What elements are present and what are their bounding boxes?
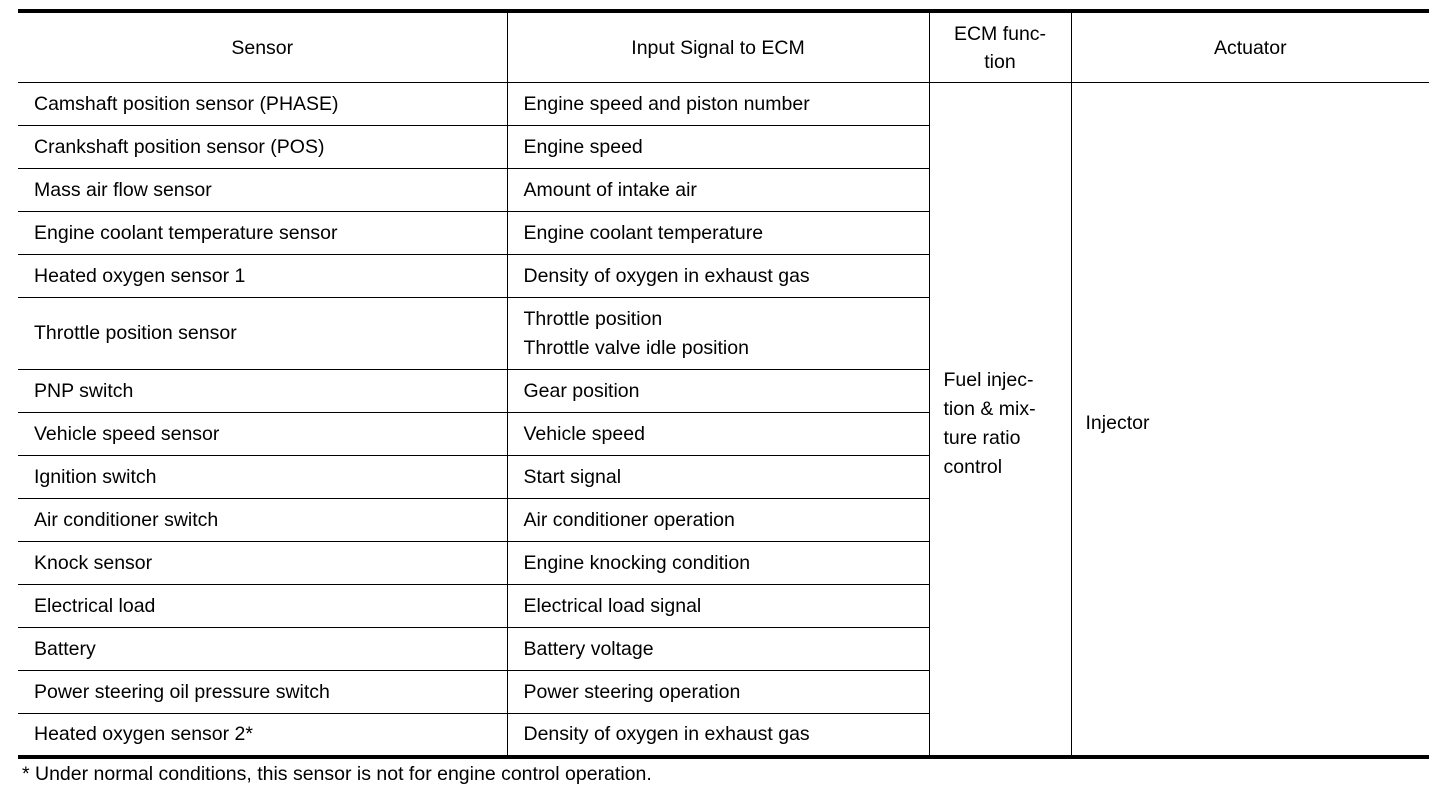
input-signal-line: Amount of intake air (523, 178, 697, 201)
sensor-cell: Electrical load (18, 585, 507, 628)
sensor-cell: Knock sensor (18, 542, 507, 585)
sensor-cell: Throttle position sensor (18, 298, 507, 370)
input-signal-cell (507, 370, 929, 413)
sensor-cell: Vehicle speed sensor (18, 413, 507, 456)
input-signal-cell (507, 456, 929, 499)
sensor-cell: Engine coolant temperature sensor (18, 212, 507, 255)
sensor-cell: PNP switch (18, 370, 507, 413)
footnote: * Under normal conditions, this sensor is not for engine control operation. (22, 763, 652, 785)
input-signal-cell (507, 255, 929, 298)
input-signal-line: Start signal (523, 465, 622, 488)
input-signal-line: Density of oxygen in exhaust gas (523, 722, 810, 745)
input-signal-line: Throttle position (523, 307, 663, 330)
table-header (18, 11, 1429, 83)
sensor-cell: Mass air flow sensor (18, 169, 507, 212)
input-signal-cell (507, 298, 929, 370)
ecm-function-line: ture ratio (943, 426, 1021, 449)
input-signal-cell (507, 671, 929, 714)
sensor-cell: Air conditioner switch (18, 499, 507, 542)
sensor-cell: Heated oxygen sensor 1 (18, 255, 507, 298)
actuator-cell: Injector (1071, 83, 1429, 757)
table-body (18, 83, 1429, 757)
header-ecm-function-line: tion (984, 50, 1016, 73)
input-signal-line: Throttle valve idle position (523, 336, 749, 359)
input-signal-line: Engine speed (523, 135, 643, 158)
input-signal-cell (507, 499, 929, 542)
input-signal-cell (507, 83, 929, 126)
header-actuator: Actuator (1071, 11, 1429, 83)
header-ecm-function (929, 11, 1071, 83)
sensor-cell: Power steering oil pressure switch (18, 671, 507, 714)
input-signal-line: Engine speed and piston number (523, 92, 810, 115)
input-signal-cell (507, 542, 929, 585)
input-signal-line: Density of oxygen in exhaust gas (523, 264, 810, 287)
header-ecm-function-line: ECM func- (953, 22, 1047, 45)
header-input-signal: Input Signal to ECM (507, 11, 929, 83)
input-signal-line: Electrical load signal (523, 594, 702, 617)
input-signal-line: Air conditioner operation (523, 508, 735, 531)
input-signal-line: Battery voltage (523, 637, 654, 660)
input-signal-line: Vehicle speed (523, 422, 645, 445)
input-signal-cell (507, 212, 929, 255)
input-signal-line: Engine coolant temperature (523, 221, 764, 244)
input-signal-cell (507, 413, 929, 456)
ecm-function-cell (929, 83, 1071, 757)
input-signal-cell (507, 714, 929, 757)
input-signal-cell (507, 628, 929, 671)
sensor-cell: Heated oxygen sensor 2* (18, 714, 507, 757)
header-sensor: Sensor (18, 11, 507, 83)
sensor-cell: Battery (18, 628, 507, 671)
input-signal-cell (507, 585, 929, 628)
table-row (18, 83, 1429, 126)
input-signal-cell (507, 126, 929, 169)
input-signal-line: Engine knocking condition (523, 551, 751, 574)
input-signal-cell (507, 169, 929, 212)
ecm-function-line: control (943, 455, 1003, 478)
input-signal-line: Power steering operation (523, 680, 741, 703)
ecm-function-line: Fuel injec- (943, 368, 1034, 391)
sensor-cell: Ignition switch (18, 456, 507, 499)
ecm-function-line: tion & mix- (943, 397, 1036, 420)
input-signal-line: Gear position (523, 379, 640, 402)
sensor-signal-table (18, 9, 1429, 759)
sensor-cell: Camshaft position sensor (PHASE) (18, 83, 507, 126)
header-row (18, 11, 1429, 83)
sensor-cell: Crankshaft position sensor (POS) (18, 126, 507, 169)
